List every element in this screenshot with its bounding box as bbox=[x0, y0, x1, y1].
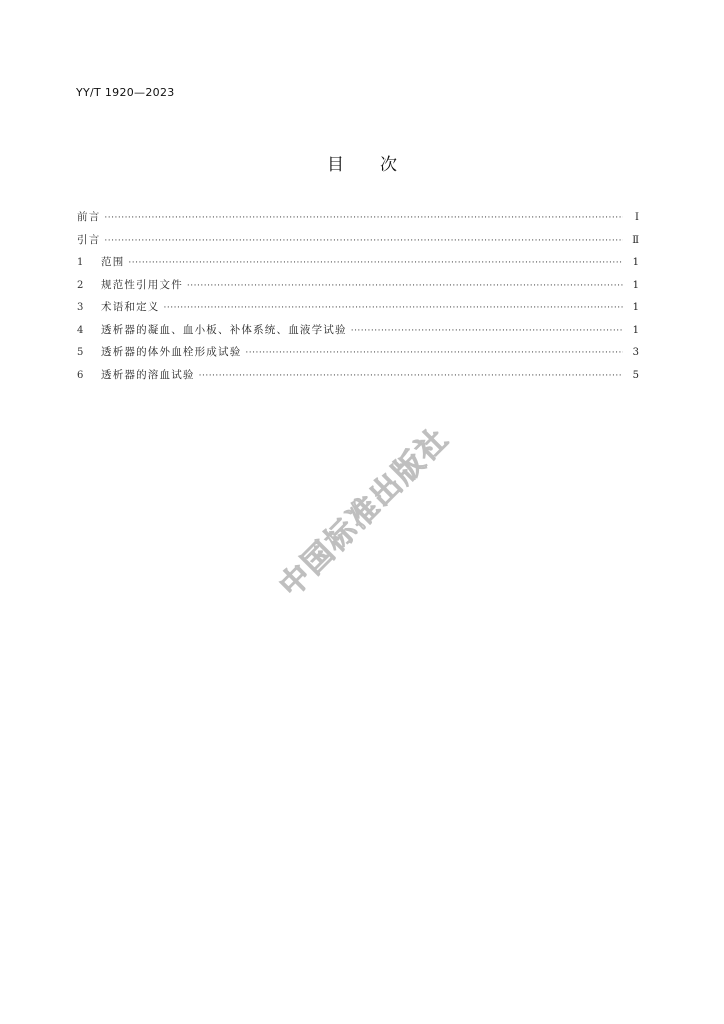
toc-entry-number: 5 bbox=[77, 347, 84, 358]
toc-entry-page: Ⅰ bbox=[635, 212, 639, 223]
toc-entry-page: 1 bbox=[632, 279, 639, 291]
toc-entry-label: 透析器的凝血、血小板、补体系统、血液学试验 bbox=[101, 323, 347, 336]
toc-title: 目次 bbox=[327, 155, 433, 175]
toc-dot-leader bbox=[351, 320, 623, 343]
toc-entry-page: 1 bbox=[632, 324, 639, 336]
toc-entry-hemolysis-test[interactable] bbox=[77, 364, 639, 387]
toc-entry-terms-definitions[interactable] bbox=[77, 296, 639, 319]
toc-dot-leader bbox=[104, 207, 623, 230]
toc-dot-leader bbox=[128, 252, 623, 275]
toc-entry-page: 1 bbox=[632, 257, 639, 268]
toc-entry-page: 5 bbox=[632, 369, 639, 381]
toc-entry-label: 术语和定义 bbox=[101, 301, 160, 313]
toc-entry-label: 引言 bbox=[77, 233, 101, 246]
toc-entry-page: 1 bbox=[632, 302, 639, 313]
toc-dot-leader bbox=[199, 365, 623, 388]
toc-entry-number: 6 bbox=[77, 369, 84, 381]
toc-entry-page: Ⅱ bbox=[632, 234, 639, 246]
toc-entry-number: 4 bbox=[77, 324, 84, 336]
standard-code: YY/T 1920—2023 bbox=[76, 86, 175, 99]
toc-entry-label: 透析器的溶血试验 bbox=[101, 368, 195, 381]
toc-entry-label: 范围 bbox=[101, 256, 125, 268]
toc-entry-label: 透析器的体外血栓形成试验 bbox=[101, 346, 242, 358]
table-of-contents bbox=[77, 206, 639, 386]
toc-dot-leader bbox=[245, 342, 623, 365]
toc-entry-foreword[interactable] bbox=[77, 206, 639, 229]
publisher-watermark: 中国标准出版社 bbox=[272, 420, 457, 605]
toc-entry-number: 1 bbox=[77, 257, 84, 268]
toc-entry-introduction[interactable] bbox=[77, 229, 639, 252]
toc-entry-thrombosis-test[interactable] bbox=[77, 341, 639, 364]
toc-entry-scope[interactable] bbox=[77, 251, 639, 274]
toc-entry-label: 前言 bbox=[77, 211, 101, 223]
toc-entry-number: 3 bbox=[77, 302, 84, 313]
toc-entry-normative-references[interactable] bbox=[77, 274, 639, 297]
toc-dot-leader bbox=[164, 297, 624, 320]
toc-dot-leader bbox=[104, 230, 623, 253]
toc-entry-label: 规范性引用文件 bbox=[101, 278, 183, 291]
toc-dot-leader bbox=[187, 275, 623, 298]
toc-entry-page: 3 bbox=[632, 347, 639, 358]
toc-entry-coagulation-tests[interactable] bbox=[77, 319, 639, 342]
toc-entry-number: 2 bbox=[77, 279, 84, 291]
